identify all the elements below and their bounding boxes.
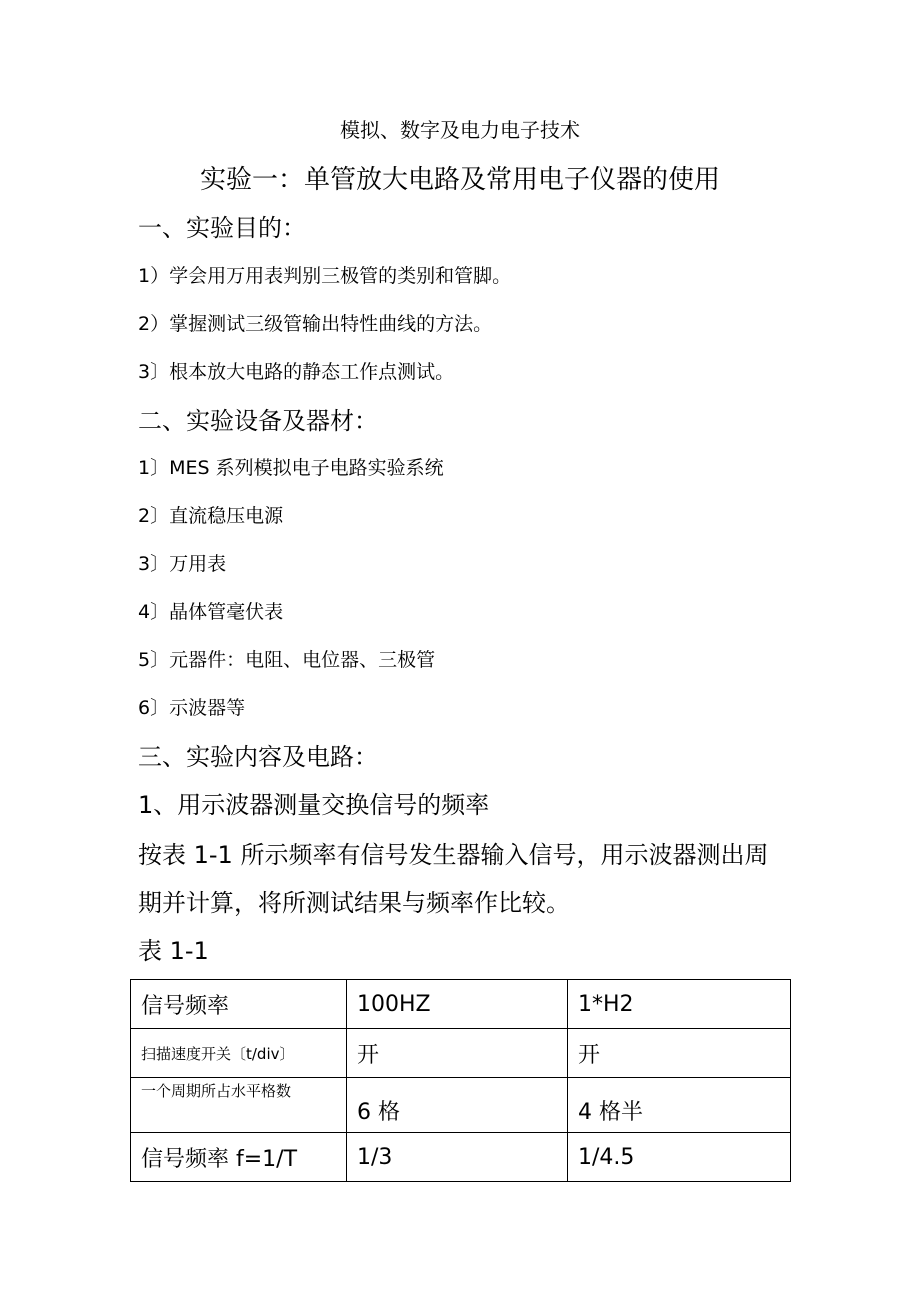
content-subheading-1: 1、用示波器测量交换信号的频率 xyxy=(138,791,490,819)
table-cell: 开 xyxy=(347,1029,568,1078)
table-row xyxy=(131,1078,791,1133)
equipment-item-2: 2〕直流稳压电源 xyxy=(138,505,284,527)
equipment-item-1: 1〕MES 系列模拟电子电路实验系统 xyxy=(138,457,444,479)
purpose-item-3: 3〕根本放大电路的静态工作点测试。 xyxy=(138,361,455,383)
purpose-item-1: 1）学会用万用表判别三极管的类别和管脚。 xyxy=(138,265,512,287)
table-cell: 6 格 xyxy=(347,1078,568,1133)
experiment-title: 实验一：单管放大电路及常用电子仪器的使用 xyxy=(199,165,720,195)
purpose-item-2: 2）掌握测试三级管输出特性曲线的方法。 xyxy=(138,313,493,335)
table-cell: 信号频率 xyxy=(131,980,347,1029)
table-cell: 1/4.5 xyxy=(568,1133,791,1182)
equipment-item-4: 4〕晶体管毫伏表 xyxy=(138,601,284,623)
table-cell: 开 xyxy=(568,1029,791,1078)
table-cell: 1*H2 xyxy=(568,980,791,1029)
table-cell: 扫描速度开关〔t/div〕 xyxy=(131,1029,347,1078)
course-title: 模拟、数字及电力电子技术 xyxy=(340,118,580,142)
content-paragraph-line-1: 按表 1-1 所示频率有信号发生器输入信号，用示波器测出周 xyxy=(138,841,769,869)
equipment-item-6: 6〕示波器等 xyxy=(138,697,246,719)
content-paragraph-line-2: 期并计算，将所测试结果与频率作比较。 xyxy=(138,889,570,917)
table-caption: 表 1-1 xyxy=(138,937,209,965)
frequency-table xyxy=(130,979,791,1182)
equipment-item-5: 5〕元器件：电阻、电位器、三极管 xyxy=(138,649,436,671)
equipment-item-3: 3〕万用表 xyxy=(138,553,227,575)
section-heading-equipment: 二、实验设备及器材： xyxy=(138,407,378,435)
table-row xyxy=(131,980,791,1029)
table-cell: 1/3 xyxy=(347,1133,568,1182)
table-row xyxy=(131,1029,791,1078)
table-cell: 100HZ xyxy=(347,980,568,1029)
table-cell: 一个周期所占水平格数 xyxy=(131,1078,347,1133)
table-cell: 信号频率 f=1/T xyxy=(131,1133,347,1182)
section-heading-content: 三、实验内容及电路： xyxy=(138,743,378,771)
section-heading-purpose: 一、实验目的： xyxy=(138,214,306,242)
table-row xyxy=(131,1133,791,1182)
table-cell: 4 格半 xyxy=(568,1078,791,1133)
